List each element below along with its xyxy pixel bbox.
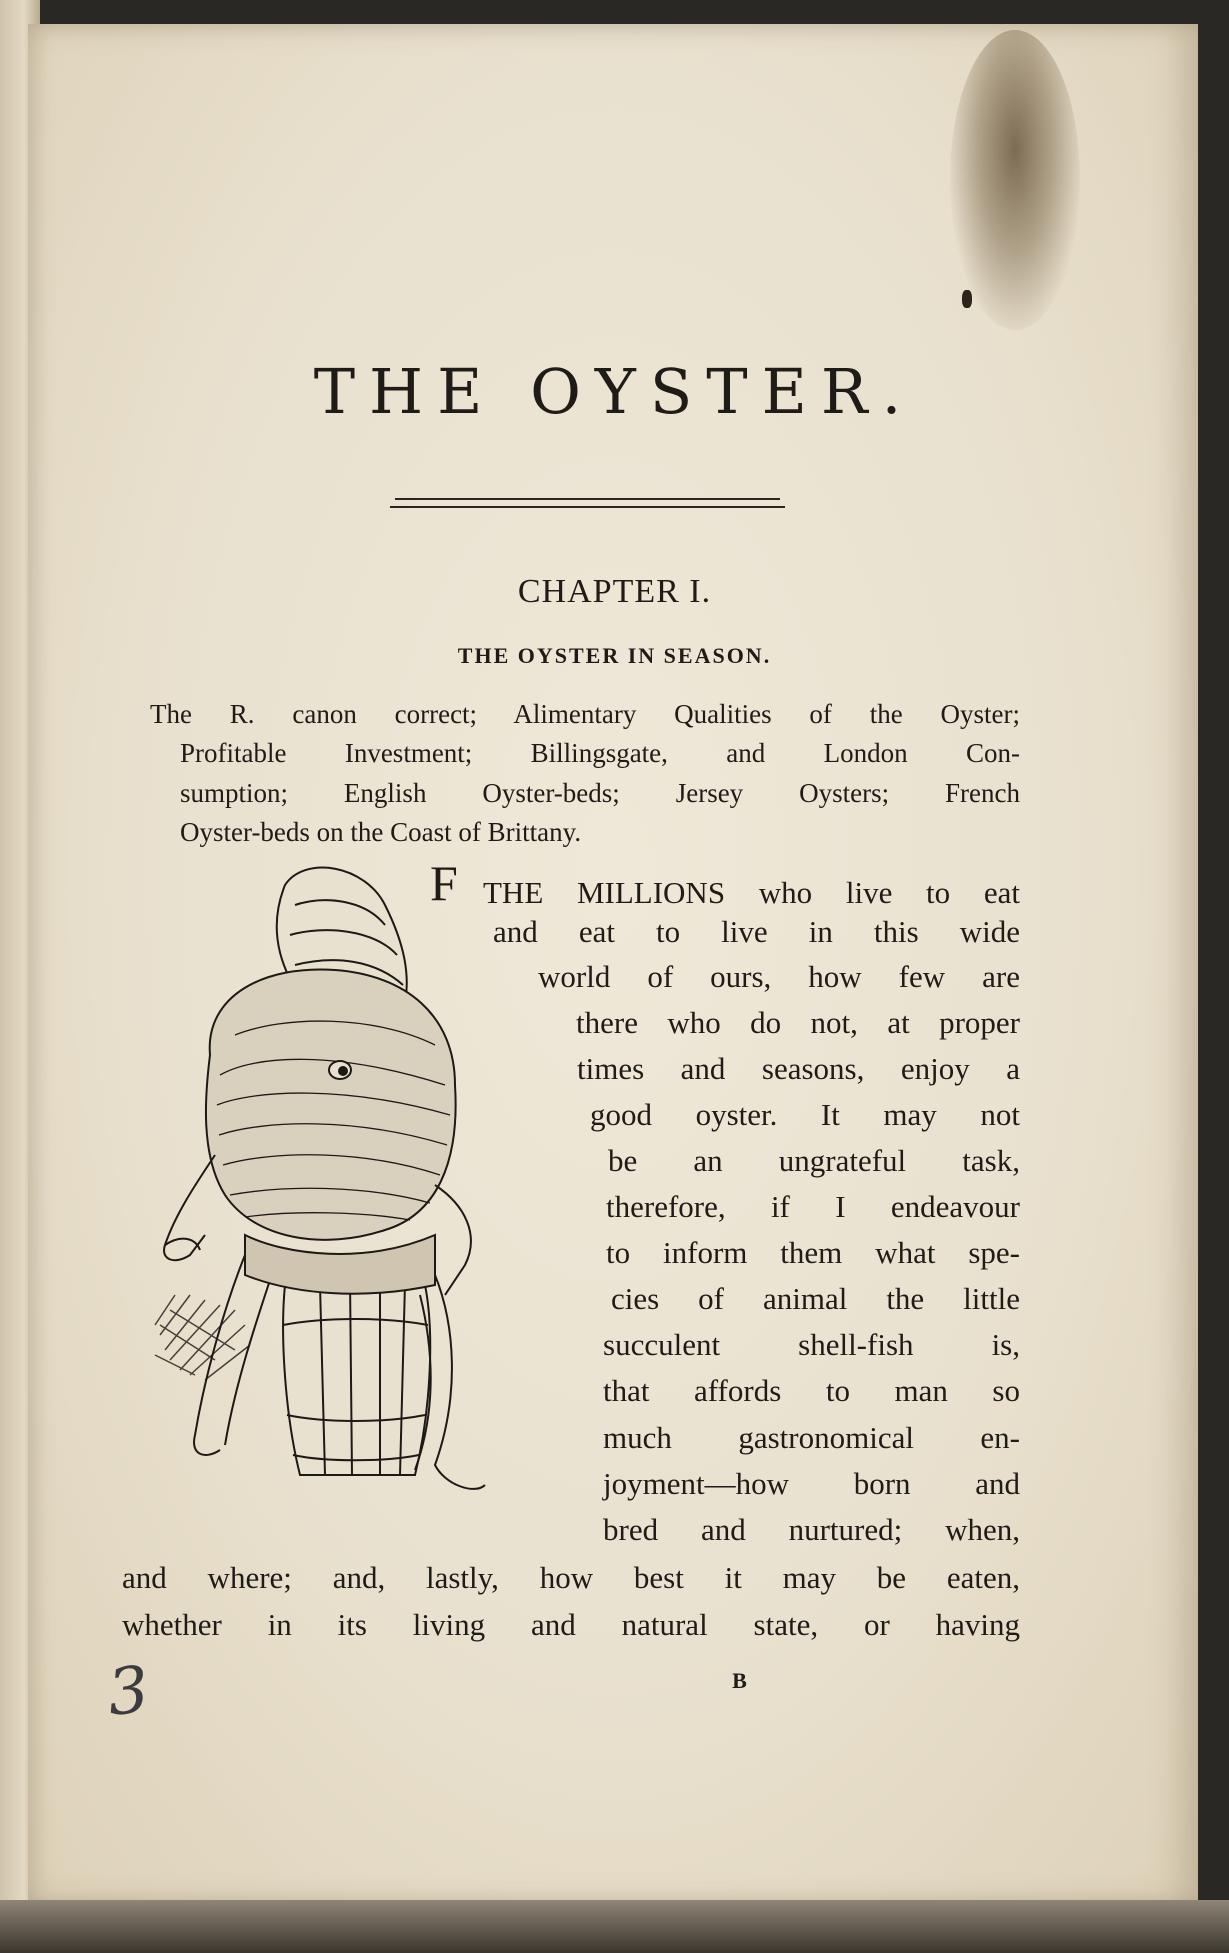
title-rule-bottom bbox=[390, 506, 785, 508]
synopsis-line-3: sumption; English Oyster-beds; Jersey Oysters; French bbox=[180, 778, 1020, 808]
body-line-6: good oyster. It may not bbox=[590, 1097, 1020, 1132]
body-line-11: succulent shell-fish is, bbox=[603, 1327, 1020, 1362]
body-line-1-smallcaps: THE MILLIONS bbox=[483, 875, 726, 910]
synopsis-line-1: The R. canon correct; Alimentary Qualities of the Oyster; bbox=[150, 699, 1020, 729]
page-title: THE OYSTER. bbox=[313, 355, 916, 428]
title-rule-top bbox=[395, 498, 780, 500]
synopsis-line-2: Profitable Investment; Billingsgate, and London Con- bbox=[180, 738, 1020, 768]
body-line-1 bbox=[483, 873, 1020, 913]
oyster-man-illustration bbox=[135, 855, 585, 1535]
drop-cap: F bbox=[430, 855, 458, 911]
chapter-subtitle: THE OYSTER IN SEASON. bbox=[457, 643, 772, 668]
signature-mark: B bbox=[732, 1668, 747, 1693]
body-line-17: whether in its living and natural state, or having bbox=[122, 1607, 1020, 1642]
body-line-10: cies of animal the little bbox=[611, 1281, 1020, 1316]
body-line-12: that affords to man so bbox=[603, 1373, 1020, 1408]
synopsis-line-4: Oyster-beds on the Coast of Brittany. bbox=[180, 817, 582, 847]
body-line-2: and eat to live in this wide bbox=[493, 914, 1020, 949]
ink-spot bbox=[962, 290, 972, 308]
water-stain bbox=[950, 30, 1080, 330]
handwritten-pencil-mark: 3 bbox=[104, 1653, 153, 1731]
body-line-7: be an ungrateful task, bbox=[608, 1143, 1020, 1178]
body-line-9: to inform them what spe- bbox=[606, 1235, 1020, 1270]
body-line-1-text: who live to eat bbox=[758, 875, 1020, 910]
body-line-3: world of ours, how few are bbox=[538, 959, 1020, 994]
body-line-14: joyment—how born and bbox=[603, 1466, 1020, 1501]
body-line-13: much gastronomical en- bbox=[603, 1420, 1020, 1455]
body-line-8: therefore, if I endeavour bbox=[606, 1189, 1020, 1224]
page-bottom-edge bbox=[0, 1900, 1229, 1953]
body-line-5: times and seasons, enjoy a bbox=[577, 1051, 1020, 1086]
body-line-16: and where; and, lastly, how best it may be eaten, bbox=[122, 1560, 1020, 1595]
chapter-heading: CHAPTER I. bbox=[517, 573, 712, 610]
body-line-4: there who do not, at proper bbox=[576, 1005, 1020, 1040]
body-line-15: bred and nurtured; when, bbox=[603, 1512, 1020, 1547]
